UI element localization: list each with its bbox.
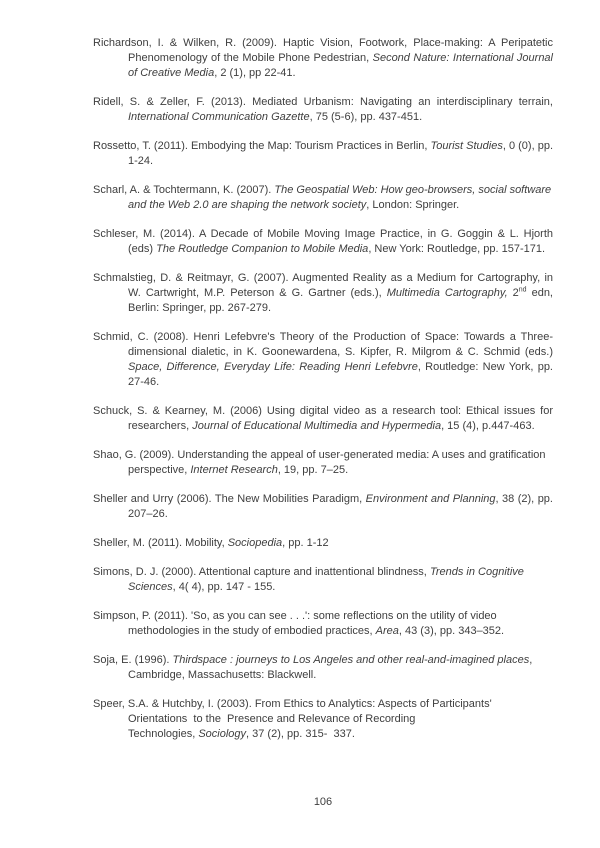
reference-entry bbox=[93, 404, 557, 434]
reference-text: , 15 (4), p.447-463. bbox=[441, 420, 535, 432]
reference-text: , Cambridge, Massachusetts: Blackwell. bbox=[128, 654, 536, 681]
reference-text: , 4( 4), pp. 147 - 155. bbox=[172, 581, 276, 593]
reference-entry bbox=[93, 227, 557, 257]
reference-title-italic: Journal of Educational Multimedia and Hypermedia bbox=[192, 420, 442, 432]
reference-text: Scharl, A. & Tochtermann, K. (2007). bbox=[93, 184, 275, 196]
reference-entry bbox=[93, 330, 557, 390]
reference-entry bbox=[93, 492, 557, 522]
reference-entry bbox=[93, 36, 557, 81]
reference-entry bbox=[93, 565, 553, 595]
reference-text: Simpson, P. (2011). 'So, as you can see . . .': some reflections on the utility of video methodologies in the study of embodied practices, bbox=[93, 610, 500, 637]
reference-entry bbox=[93, 609, 553, 639]
reference-title-italic: Tourist Studies bbox=[430, 140, 503, 152]
reference-text: , 75 (5-6), pp. 437-451. bbox=[309, 111, 423, 123]
reference-entry bbox=[93, 139, 557, 169]
reference-title-italic: Trends in Cognitive Sciences bbox=[128, 566, 527, 593]
reference-text: , New York: Routledge, pp. 157-171. bbox=[368, 243, 546, 255]
reference-title-italic: Sociopedia bbox=[227, 537, 283, 549]
reference-text: , 37 (2), pp. 315- 337. bbox=[246, 728, 355, 740]
reference-title-italic: The Routledge Companion to Mobile Media bbox=[156, 243, 369, 255]
reference-text: , pp. 1-12 bbox=[282, 537, 329, 549]
reference-entry bbox=[93, 271, 557, 316]
reference-text: Speer, S.A. & Hutchby, I. (2003). From Ethics to Analytics: Aspects of Participants' Orientations to the Presence and Relevance of Recording bbox=[93, 698, 495, 725]
reference-title-italic: Internet Research bbox=[190, 464, 278, 476]
reference-title-italic: Second Nature: International Journal of Creative Media bbox=[128, 52, 557, 79]
reference-text: , London: Springer. bbox=[366, 199, 460, 211]
reference-title-italic: Area bbox=[375, 625, 399, 637]
reference-text: 2 bbox=[507, 287, 519, 299]
reference-text: Soja, E. (1996). bbox=[93, 654, 173, 666]
reference-list bbox=[93, 36, 557, 756]
reference-title-italic: Multimedia Cartography, bbox=[386, 287, 508, 299]
reference-entry bbox=[93, 653, 553, 683]
reference-title-italic: The Geospatial Web: How geo-browsers, social software and the Web 2.0 are shaping the network society bbox=[128, 184, 555, 211]
reference-text: edn, Berlin: Springer, pp. 267-279. bbox=[128, 287, 557, 314]
reference-title-italic: Sociology bbox=[198, 728, 247, 740]
reference-text: Technologies, bbox=[128, 728, 199, 740]
reference-text: Shao, G. (2009). Understanding the appeal of user-generated media: A uses and gratification perspective, bbox=[93, 449, 549, 476]
reference-text: Simons, D. J. (2000). Attentional capture and inattentional blindness, bbox=[93, 566, 430, 578]
reference-text: Richardson, I. & Wilken, R. (2009). Haptic Vision, Footwork, Place-making: A Peripatetic Phenomenology of the Mobile Phone Pedestrian, bbox=[93, 37, 557, 64]
reference-text: Schuck, S. & Kearney, M. (2006) Using digital video as a research tool: Ethical issues for researchers, bbox=[93, 405, 557, 432]
reference-text: Rossetto, T. (2011). Embodying the Map: Tourism Practices in Berlin, bbox=[93, 140, 431, 152]
reference-entry bbox=[93, 697, 553, 742]
reference-text: Schmid, C. (2008). Henri Lefebvre's Theory of the Production of Space: Towards a Three-dimensional dialetic, in K. Goonewardena, S. Kipfer, R. Milgrom & C. Schmid (eds.) bbox=[93, 331, 557, 358]
reference-title-italic: Environment and Planning bbox=[365, 493, 496, 505]
page-number: 106 bbox=[313, 796, 333, 808]
reference-text: , 2 (1), pp 22-41. bbox=[214, 67, 296, 79]
reference-text: Schmalstieg, D. & Reitmayr, G. (2007). Augmented Reality as a Medium for Cartography, in W. Cartwright, M.P. Peterson & G. Gartner (eds.), bbox=[93, 272, 557, 299]
reference-text: Sheller and Urry (2006). The New Mobilities Paradigm, bbox=[93, 493, 366, 505]
reference-title-italic: Space, Difference, Everyday Life: Reading Henri Lefebvre bbox=[128, 361, 418, 373]
reference-entry bbox=[93, 183, 553, 213]
reference-text: , 43 (3), pp. 343–352. bbox=[398, 625, 505, 637]
reference-title-italic: International Communication Gazette bbox=[128, 111, 310, 123]
reference-text: , 19, pp. 7–25. bbox=[277, 464, 349, 476]
reference-entry bbox=[93, 536, 553, 551]
reference-entry bbox=[93, 95, 557, 125]
reference-title-italic: Thirdspace : journeys to Los Angeles and other real-and-imagined places bbox=[172, 654, 530, 666]
reference-entry bbox=[93, 448, 553, 478]
reference-text: Schleser, M. (2014). A Decade of Mobile Moving Image Practice, in G. Goggin & L. Hjorth (eds) bbox=[93, 228, 557, 255]
reference-text: Ridell, S. & Zeller, F. (2013). Mediated Urbanism: Navigating an interdisciplinary terrain, bbox=[93, 96, 557, 108]
reference-superscript: nd bbox=[518, 286, 527, 294]
reference-text: Sheller, M. (2011). Mobility, bbox=[93, 537, 228, 549]
reference-text: , 38 (2), pp. 207–26. bbox=[128, 493, 557, 520]
reference-text: , 0 (0), pp. 1-24. bbox=[128, 140, 557, 167]
reference-text: , Routledge: New York, pp. 27-46. bbox=[128, 361, 557, 388]
